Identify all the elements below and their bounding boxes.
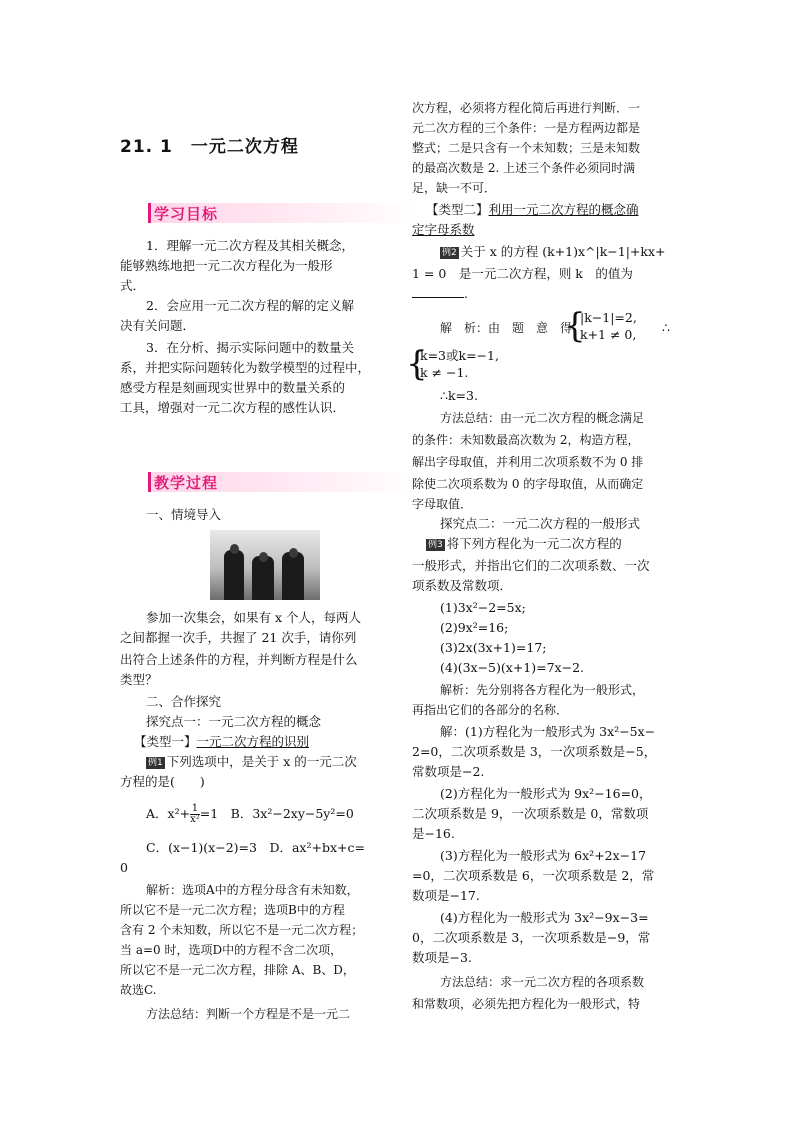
system2-line: k=3或k=−1,: [420, 348, 499, 363]
summary3-line: 方法总结：求一元二次方程的各项系数: [440, 975, 645, 989]
option-a-text: A．x²+: [146, 806, 191, 821]
example-badge: 例3: [428, 540, 443, 550]
intro-text: 出符合上述条件的方程，并判断方程是什么: [120, 652, 358, 667]
goal-line: 工具，增强对一元二次方程的感性认识．: [120, 400, 346, 415]
equation-item: (1)3x²−2=5x;: [440, 600, 526, 615]
solution-line: 2=0，二次项系数是 3，一次项系数是−5，: [412, 744, 657, 759]
solution-line: 是−16.: [412, 826, 455, 841]
solution-line: (4)方程化为一般形式为 3x²−9x−3=: [440, 910, 649, 925]
goal-line: 感受方程是刻画现实世界中的数量关系的: [120, 380, 346, 395]
option-cd-cont: 0: [120, 860, 128, 875]
example3-line: 一般形式，并指出它们的二次项系数、一次: [412, 558, 650, 573]
analysis1-line: 含有 2 个未知数，所以它不是一元二次方程；: [120, 923, 364, 937]
summary2-line: 解出字母取值，并利用二次项系数不为 0 排: [412, 455, 644, 469]
result2: ∴k=3.: [440, 388, 478, 403]
brace-left: {: [406, 344, 428, 384]
point2-heading: 探究点二：一元二次方程的一般形式: [440, 516, 641, 531]
goal-line: 能够熟练地把一元二次方程化为一般形: [120, 258, 333, 273]
person-head: [259, 552, 268, 562]
solution-line: 数项是−3.: [412, 950, 472, 965]
equation-system-1: [564, 306, 637, 346]
example-badge: 例2: [442, 248, 457, 258]
right-text-line: 整式；二是只含有一个未知数；三是未知数: [412, 141, 641, 155]
goal-line: 式．: [120, 278, 146, 293]
right-text-line: 次方程，必须将方程化简后再进行判断．一: [412, 101, 641, 115]
intro-text: 参加一次集会，如果有 x 个人，每两人: [146, 610, 361, 625]
banner-accent: [148, 472, 151, 492]
type2-heading: [426, 200, 639, 220]
example3-line: [426, 534, 622, 554]
analysis1-line: 所以它不是一元二次方程；选项B中的方程: [120, 903, 345, 917]
banner-accent: [148, 203, 151, 223]
person-figure: [282, 552, 304, 600]
fraction-numerator: 1: [191, 803, 199, 814]
solution-line: 数项是−17.: [412, 888, 480, 903]
period: .: [464, 286, 468, 301]
option-ab: [146, 802, 354, 826]
solution-line: 解：(1)方程化为一般形式为 3x²−5x−: [440, 724, 656, 739]
summary2-line: 除使二次项系数为 0 的字母取值，从而确定: [412, 477, 644, 491]
summary2-line: 字母取值．: [412, 497, 473, 511]
type2-label: 【类型二】: [426, 202, 489, 217]
analysis1-line: 当 a=0 时，选项D中的方程不含二次项，: [120, 943, 343, 957]
example1-text: 下列选项中，是关于 x 的一元二次: [166, 754, 357, 769]
analysis1-line: 故选C.: [120, 983, 157, 997]
goal-line: 1．理解一元二次方程及其相关概念，: [146, 238, 354, 253]
section-banner-process: [148, 472, 418, 492]
right-text-line: 元二次方程的三个条件：一是方程两边都是: [412, 121, 641, 135]
solution-line: =0，二次项系数是 6，一次项系数是 2，常: [412, 868, 655, 883]
fraction-denominator: x²: [190, 814, 200, 825]
page-title: 21. 1 一元二次方程: [120, 137, 299, 157]
point1-heading: 探究点一：一元二次方程的概念: [146, 714, 322, 729]
example-badge: 例1: [148, 758, 163, 768]
type1-heading: [134, 732, 309, 752]
fraction: [190, 804, 200, 825]
goal-line: 2．会应用一元二次方程的解的定义解: [146, 298, 354, 313]
example1-line: 方程的是( ): [120, 774, 205, 789]
equation-system-2: [406, 344, 499, 384]
analysis1-line: 所以它不是一元二次方程，排除 A、B、D，: [120, 963, 355, 977]
person-figure: [252, 556, 274, 600]
system1-line: k+1 ≠ 0,: [580, 327, 637, 342]
example1-line: [146, 752, 357, 772]
intro-heading: 一、情境导入: [146, 507, 222, 522]
equation-item: (2)9x²=16;: [440, 620, 509, 635]
section-heading-process: 教学过程: [154, 474, 219, 492]
brace-left: {: [564, 306, 586, 346]
right-text-line: 足，缺一不可．: [412, 181, 497, 195]
system1-line: |k−1|=2,: [580, 310, 637, 325]
goal-line: 3．在分析、揭示实际问题中的数量关: [146, 340, 354, 355]
intro-text: 类型？: [120, 672, 158, 687]
person-figure: [224, 550, 244, 600]
solution-line: (2)方程化为一般形式为 9x²−16=0，: [440, 786, 652, 801]
summary3-line: 和常数项，必须先把方程化为一般形式，特: [412, 997, 641, 1011]
summary2-line: 方法总结：由一元二次方程的概念满足: [440, 411, 645, 425]
analysis2-prefix: 解 析：由 题 意 得: [440, 321, 573, 335]
example2-answer-line: [412, 284, 468, 304]
right-text-line: 的最高次数是 2. 上述三个条件必须同时满: [412, 161, 636, 175]
analysis3-line: 解析：先分别将各方程化为一般形式，: [440, 683, 645, 697]
equation-item: (4)(3x−5)(x+1)=7x−2.: [440, 660, 584, 675]
handshake-photo: [210, 530, 320, 600]
section-banner-goals: [148, 203, 418, 223]
type1-label: 【类型一】: [134, 734, 197, 749]
solution-line: 0，二次项系数是 3，一次项系数是−9，常: [412, 930, 651, 945]
example2-line: [440, 242, 665, 262]
type1-title: 一元二次方程的识别: [196, 734, 310, 749]
example2-line: 1 = 0 是一元二次方程，则 k 的值为: [412, 266, 633, 281]
type2-title: 利用一元二次方程的概念确: [488, 202, 639, 217]
example3-line: 项系数及常数项．: [412, 578, 513, 593]
option-b-text: =1 B．3x²−2xy−5y²=0: [199, 806, 354, 821]
goal-line: 决有关问题．: [120, 318, 196, 333]
analysis1-line: 解析：选项A中的方程分母含有未知数，: [146, 883, 359, 897]
type2-title-cont: 定字母系数: [412, 222, 475, 237]
summary1-line: 方法总结：判断一个方程是不是一元二: [146, 1007, 351, 1021]
analysis3-line: 再指出它们的各部分的名称．: [412, 703, 569, 717]
example2-text: 关于 x 的方程 (k+1)x^|k−1|+kx+: [460, 244, 666, 259]
answer-blank[interactable]: [412, 285, 464, 298]
example3-text: 将下列方程化为一元二次方程的: [446, 536, 622, 551]
summary2-line: 的条件：未知数最高次数为 2，构造方程，: [412, 433, 640, 447]
person-head: [289, 548, 298, 558]
intro-text: 之间都握一次手，共握了 21 次手，请你列: [120, 630, 357, 645]
system2-line: k ≠ −1.: [420, 365, 469, 380]
therefore-symbol: ∴: [662, 320, 670, 335]
solution-line: 常数项是−2.: [412, 764, 485, 779]
solution-line: 二次项系数是 9，一次项系数是 0，常数项: [412, 806, 649, 821]
person-head: [230, 544, 239, 554]
section-heading-goals: 学习目标: [154, 205, 219, 223]
option-cd: C．(x−1)(x−2)=3 D．ax²+bx+c=: [146, 840, 365, 855]
equation-item: (3)2x(3x+1)=17;: [440, 640, 547, 655]
explore-heading: 二、合作探究: [146, 694, 222, 709]
solution-line: (3)方程化为一般形式为 6x²+2x−17: [440, 848, 647, 863]
goal-line: 系，并把实际问题转化为数学模型的过程中，: [120, 360, 371, 375]
